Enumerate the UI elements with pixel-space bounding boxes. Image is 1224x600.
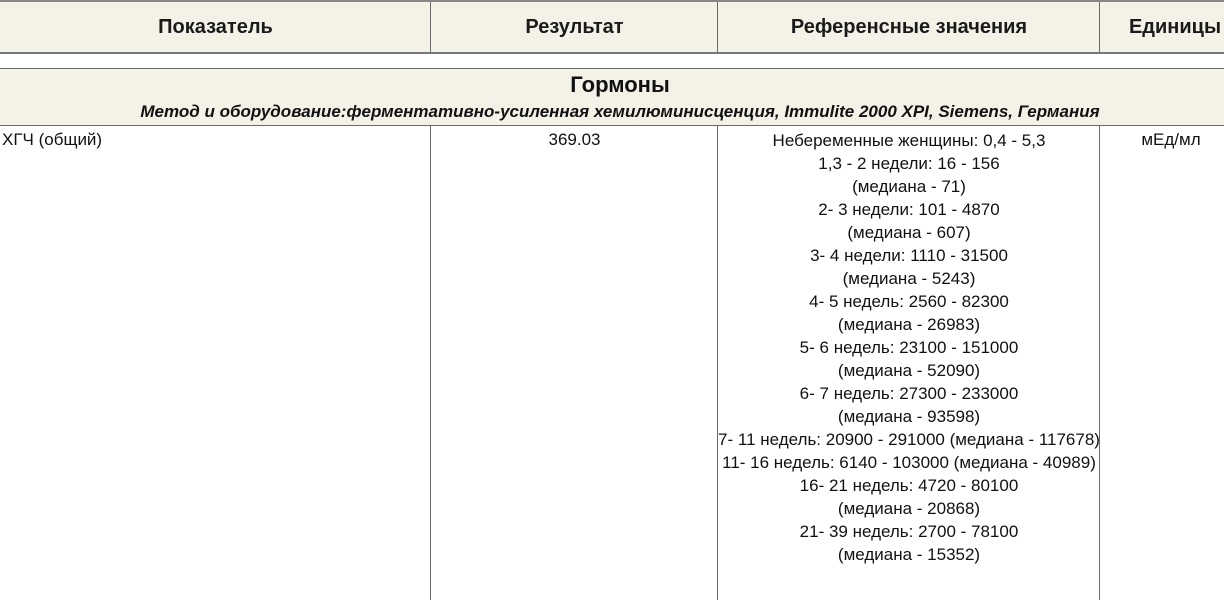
column-divider	[430, 2, 431, 52]
reference-line: 11- 16 недель: 6140 - 103000 (медиана - 40989)	[722, 453, 1096, 472]
reference-line: 5- 6 недель: 23100 - 151000	[799, 338, 1019, 357]
indicator-name: ХГЧ (общий)	[2, 130, 103, 149]
spacer-row	[0, 54, 1224, 68]
reference-line: 7- 11 недель: 20900 - 291000 (медиана - 117678)	[718, 430, 1100, 449]
reference-line: Небеременные женщины: 0,4 - 5,3	[772, 131, 1046, 150]
reference-values	[718, 129, 1100, 566]
reference-line: (медиана - 5243)	[842, 269, 976, 288]
column-divider	[430, 126, 431, 600]
reference-line: 6- 7 недель: 27300 - 233000	[799, 384, 1019, 403]
column-header-units: Единицы	[1128, 16, 1222, 38]
column-divider	[717, 2, 718, 52]
reference-line: (медиана - 52090)	[837, 361, 981, 380]
column-header-indicator: Показатель	[158, 16, 273, 38]
reference-line: (медиана - 71)	[852, 177, 966, 196]
column-header-reference: Референсные значения	[790, 16, 1028, 38]
reference-line: 4- 5 недель: 2560 - 82300	[809, 292, 1009, 311]
reference-line: 16- 21 недель: 4720 - 80100	[799, 476, 1019, 495]
table-header	[0, 0, 1224, 54]
column-header-result: Результат	[525, 16, 624, 38]
result-value: 369.03	[548, 130, 601, 149]
column-divider	[1099, 2, 1100, 52]
reference-line: (медиана - 93598)	[837, 407, 981, 426]
reference-line: 2- 3 недели: 101 - 4870	[818, 200, 1000, 219]
reference-line: (медиана - 20868)	[837, 499, 981, 518]
reference-line: (медиана - 26983)	[837, 315, 981, 334]
row-divider	[0, 125, 1224, 126]
reference-line: (медиана - 15352)	[837, 545, 981, 564]
reference-line: 1,3 - 2 недели: 16 - 156	[818, 154, 1000, 173]
reference-line: (медиана - 607)	[847, 223, 971, 242]
reference-line: 21- 39 недель: 2700 - 78100	[799, 522, 1019, 541]
method-description: Метод и оборудование:ферментативно-усиленная хемилюминисценция, Immulite 2000 XPI, Siemens, Германия	[140, 102, 1100, 121]
section-header	[0, 69, 1224, 125]
units-value: мЕд/мл	[1141, 130, 1201, 149]
reference-line: 3- 4 недели: 1110 - 31500	[810, 246, 1008, 265]
section-title: Гормоны	[570, 72, 670, 97]
